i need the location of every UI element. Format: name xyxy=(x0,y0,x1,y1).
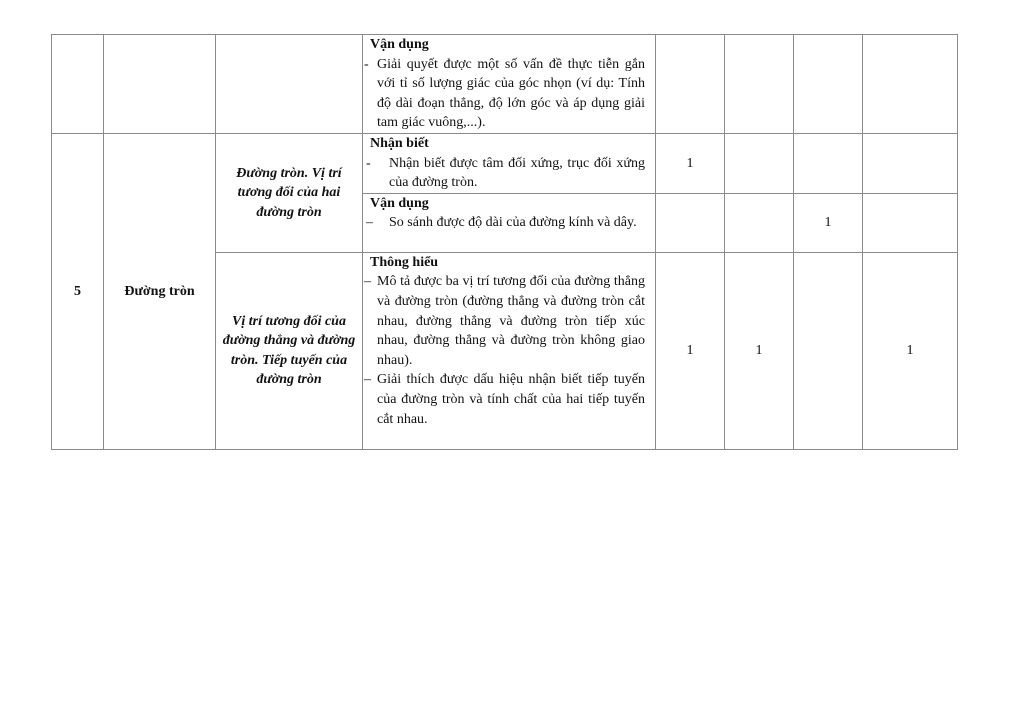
requirement-text: Mô tả được ba vị trí tương đối của đường thẳng và đường tròn (đường thẳng và đường tròn cắt nhau, đường thẳng và đường tròn tiếp xúc nhau, đường thẳng và đường tròn không giao nhau). xyxy=(377,274,645,368)
cell-count-vd xyxy=(794,252,863,449)
cell-requirements xyxy=(363,134,656,194)
cell-chapter-name: Đường tròn xyxy=(104,134,216,450)
requirement-item: – Mô tả được ba vị trí tương đối của đường thẳng và đường tròn (đường thẳng và đường tròn cắt nhau, đường thẳng và đường tròn tiếp xúc nhau, đường thẳng và đường tròn không giao nhau). xyxy=(364,274,645,368)
cell-count-th xyxy=(725,134,794,194)
cell-count-nb xyxy=(656,193,725,252)
cell-count-vd: 1 xyxy=(794,193,863,252)
level-heading: Nhận biết xyxy=(370,136,429,151)
cell-requirements xyxy=(363,35,656,134)
cell-count-vd xyxy=(794,35,863,134)
cell-chapter-number: 5 xyxy=(52,134,104,450)
level-heading: Vận dụng xyxy=(370,37,429,52)
requirement-item: – So sánh được độ dài của đường kính và dây. xyxy=(366,215,637,231)
cell-count-nb: 1 xyxy=(656,252,725,449)
cell-count-nb: 1 xyxy=(656,134,725,194)
assessment-matrix-table xyxy=(51,34,958,450)
cell-count-th xyxy=(725,35,794,134)
cell-requirements xyxy=(363,193,656,252)
requirement-text: Giải quyết được một số vấn đề thực tiễn gắn với tỉ số lượng giác của góc nhọn (ví dụ: Tính độ dài đoạn thẳng, độ lớn góc và áp dụng giải tam giác vuông,...). xyxy=(377,56,645,131)
cell-requirements xyxy=(363,252,656,449)
cell-topic xyxy=(216,35,363,134)
cell-chapter-number xyxy=(52,35,104,134)
table-row xyxy=(52,35,958,134)
cell-count-th xyxy=(725,193,794,252)
requirement-text: Nhận biết được tâm đối xứng, trục đối xứng của đường tròn. xyxy=(389,155,645,191)
requirement-item: - Nhận biết được tâm đối xứng, trục đối xứng của đường tròn. xyxy=(366,155,645,191)
cell-topic-name: Vị trí tương đối của đường thẳng và đường tròn. Tiếp tuyến của đường tròn xyxy=(216,252,363,449)
cell-count-vdc xyxy=(863,134,958,194)
cell-count-th: 1 xyxy=(725,252,794,449)
requirement-item: - Giải quyết được một số vấn đề thực tiễn gắn với tỉ số lượng giác của góc nhọn (ví dụ: Tính độ dài đoạn thẳng, độ lớn góc và áp dụng giải tam giác vuông,...). xyxy=(364,56,645,131)
requirement-item: – Giải thích được dấu hiệu nhận biết tiếp tuyến của đường tròn và tính chất của hai tiếp tuyến cắt nhau. xyxy=(364,372,645,427)
cell-chapter-name xyxy=(104,35,216,134)
cell-count-nb xyxy=(656,35,725,134)
cell-count-vd xyxy=(794,134,863,194)
cell-count-vdc xyxy=(863,193,958,252)
level-heading: Thông hiểu xyxy=(370,254,439,270)
cell-count-vdc: 1 xyxy=(863,252,958,449)
level-heading: Vận dụng xyxy=(370,195,429,211)
table-row xyxy=(52,134,958,194)
cell-topic-name: Đường tròn. Vị trí tương đối của hai đường tròn xyxy=(216,134,363,253)
requirement-text: Giải thích được dấu hiệu nhận biết tiếp tuyến của đường tròn và tính chất của hai tiếp tuyến cắt nhau. xyxy=(377,372,645,427)
cell-count-vdc xyxy=(863,35,958,134)
requirement-text: So sánh được độ dài của đường kính và dây. xyxy=(389,215,637,231)
